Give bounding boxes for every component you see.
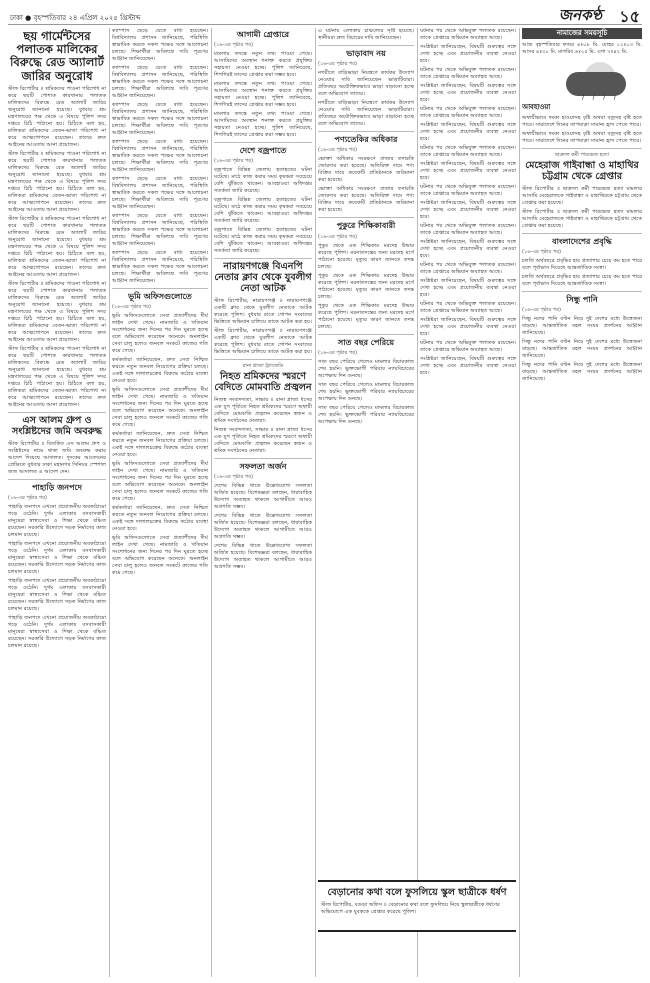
- article-body: বজ্রপাতে বিভিন্ন জেলায় হতাহতের ঘটনা ঘটেছে। মাঠে কাজ করার সময় কৃষকরা সবচেয়ে বেশি ঝুঁকিতে থাকেন। আবহাওয়া অধিদপ্তর সতর্কতা জারি করেছে।: [214, 227, 312, 255]
- article-body: কর্মকর্তারা জানিয়েছেন, দ্রুত সেবা নিশ্চিত করতে নতুন জনবল নিয়োগের প্রক্রিয়া চলছে। একই সঙ্গে দালালচক্রের বিরুদ্ধে কঠোর ব্যবস্থা নেওয়া হবে।: [112, 357, 208, 385]
- article-body: স্টাফ রিপোর্টার ॥ শ্রমিকদের পাওনা পরিশোধ না করে ছয়টি পোশাক কারখানার পলাতক মালিকদের বিরুদ্ধে রেড অ্যালার্ট জারির অনুরোধ জানানো হয়েছে। বুধবার শ্রম মন্ত্রণালয়ের পক্ষ থেকে এ বিষয়ে পুলিশ সদর দপ্তরে চিঠি পাঠানো হয়। চিঠিতে বলা হয়, মালিকরা শ্রমিকদের বেতন-ভাতা পরিশোধ না করে আত্মগোপনে রয়েছেন। তাদের দ্রুত আইনের আওতায় আনা প্রয়োজন।: [8, 280, 106, 343]
- column-divider: [109, 28, 110, 977]
- article-body: সাত বছর পেরিয়ে গেলেও মামলার বিচারকাজ শেষ হয়নি। ভুক্তভোগী পরিবার ন্যায়বিচারের অপেক্ষায় দিন গুনছে।: [318, 358, 414, 379]
- kicker: রানা প্লাজা ট্র্যাজেডি: [242, 363, 284, 370]
- article-body: দেশের বিভিন্ন খাতে উল্লেখযোগ্য সফলতা অর্জিত হয়েছে। বিশেষজ্ঞরা বলছেন, ধারাবাহিক উদ্যোগ অব্যাহত থাকলে আগামীতে আরও অগ্রগতি সম্ভব।: [214, 483, 312, 511]
- issue-date: ঢাকা ● বৃহস্পতিবার ২৪ এপ্রিল ২০২৫ খ্রিস্টাব্দ: [10, 14, 141, 22]
- article-body: বজ্রপাতে বিভিন্ন জেলায় হতাহতের ঘটনা ঘটেছে। মাঠে কাজ করার সময় কৃষকরা সবচেয়ে বেশি ঝুঁকিতে থাকেন। আবহাওয়া অধিদপ্তর সতর্কতা জারি করেছে।: [214, 167, 312, 195]
- article-body: স্টাফ রিপোর্টার, বগুড়া অফিস ॥ বেড়ানোর কথা বলে ফুসলিয়ে নিয়ে স্কুলছাত্রীকে ধর্ষণের অভিযোগে এক যুবককে গ্রেপ্তার করেছে পুলিশ।: [321, 901, 500, 915]
- article-body: ক্যাম্পাস ছেড়ে যেতে বাধ্য হয়েছেন। বিশ্ববিদ্যালয় প্রশাসন জানিয়েছে, পরিস্থিতি স্বাভাবিক করতে সকল পক্ষের সঙ্গে আলোচনা চলছে। শিক্ষার্থীরা অবিলম্বে দাবি পূরণের আহ্বান জানিয়েছেন।: [112, 28, 208, 62]
- article-body: স্টাফ রিপোর্টার ॥ শ্রমিকদের পাওনা পরিশোধ না করে ছয়টি পোশাক কারখানার পলাতক মালিকদের বিরুদ্ধে রেড অ্যালার্ট জারির অনুরোধ জানানো হয়েছে। বুধবার শ্রম মন্ত্রণালয়ের পক্ষ থেকে এ বিষয়ে পুলিশ সদর দপ্তরে চিঠি পাঠানো হয়। চিঠিতে বলা হয়, মালিকরা শ্রমিকদের বেতন-ভাতা পরিশোধ না করে আত্মগোপনে রয়েছেন। তাদের দ্রুত আইনের আওতায় আনা প্রয়োজন।: [8, 85, 106, 148]
- article-body: সিন্ধু নদের পানি বণ্টন নিয়ে দুই দেশের মধ্যে উত্তেজনা বাড়ছে। আন্তর্জাতিক মহল সংযম প্রদর্শনের আহ্বান জানিয়েছে।: [522, 316, 642, 337]
- article-body: ক্যাম্পাস ছেড়ে যেতে বাধ্য হয়েছেন। বিশ্ববিদ্যালয় প্রশাসন জানিয়েছে, পরিস্থিতি স্বাভাবিক করতে সকল পক্ষের সঙ্গে আলোচনা চলছে। শিক্ষার্থীরা অবিলম্বে দাবি পূরণের আহ্বান জানিয়েছেন।: [112, 139, 208, 173]
- article-body: দেশের বিভিন্ন খাতে উল্লেখযোগ্য সফলতা অর্জিত হয়েছে। বিশেষজ্ঞরা বলছেন, ধারাবাহিক উদ্যোগ অব্যাহত থাকলে আগামীতে আরও অগ্রগতি সম্ভব।: [214, 513, 312, 541]
- column-divider: [211, 28, 212, 977]
- article-body: নিজস্ব সংবাদদাতা, সাভার ॥ রানা প্লাজা ধসের এক যুগ পূর্তিতে নিহত শ্রমিকদের স্মরণে অস্থায়ী বেদিতে মোমবাতি প্রজ্বলন করেছেন স্বজন ও শ্রমিক সংগঠনের নেতারা।: [214, 426, 312, 454]
- article-body: ভূমি অফিসগুলোতে সেবা প্রত্যাশীদের দীর্ঘ লাইন দেখা গেছে। নামজারি ও খতিয়ান সংশোধনের জন্য দিনের পর দিন ঘুরতে হচ্ছে বলে অভিযোগ করেছেন অনেকে। অনলাইন সেবা চালু হলেও জনবল সংকটে কাজের গতি কমে গেছে।: [112, 387, 208, 429]
- continuation-note: (১৬-এর পৃষ্ঠার পর): [112, 304, 151, 311]
- article-body: দেশের বিভিন্ন খাতে উল্লেখযোগ্য সফলতা অর্জিত হয়েছে। বিশেষজ্ঞরা বলছেন, ধারাবাহিক উদ্যোগ অব্যাহত থাকলে আগামীতে আরও অগ্রগতি সম্ভব।: [214, 543, 312, 571]
- continuation-note: (১৬-এর পৃষ্ঠার পর): [214, 42, 253, 49]
- article-body: পুকুর থেকে এক শিক্ষিকার মরদেহ উদ্ধার করেছে পুলিশ। ময়নাতদন্তের জন্য মরদেহ মর্গে পাঠানো হয়েছে। মৃত্যুর কারণ জানতে তদন্ত চলছে।: [318, 242, 414, 270]
- continuation-note: (১৬-এর পৃষ্ঠার পর): [214, 474, 253, 481]
- column-divider: [417, 28, 418, 977]
- article-body: সংশ্লিষ্টরা জানিয়েছেন, বিষয়টি গুরুত্বের সঙ্গে দেখা হচ্ছে এবং প্রয়োজনীয় ব্যবস্থা নেওয়া হবে।: [420, 239, 516, 259]
- article-body: কর্মকর্তারা জানিয়েছেন, দ্রুত সেবা নিশ্চিত করতে নতুন জনবল নিয়োগের প্রক্রিয়া চলছে। একই সঙ্গে দালালচক্রের বিরুদ্ধে কঠোর ব্যবস্থা নেওয়া হবে।: [112, 505, 208, 533]
- column-6: [522, 28, 642, 977]
- article-body: নিজস্ব সংবাদদাতা, সাভার ॥ রানা প্লাজা ধসের এক যুগ পূর্তিতে নিহত শ্রমিকদের স্মরণে অস্থায়ী বেদিতে মোমবাতি প্রজ্বলন করেছেন স্বজন ও শ্রমিক সংগঠনের নেতারা।: [214, 396, 312, 424]
- article-body: পাহাড়ি জনপদে এখনো প্রয়োজনীয় অবকাঠামো গড়ে ওঠেনি। দুর্গম এলাকায় বসবাসকারী মানুষেরা স্বাস্থ্যসেবা ও শিক্ষা থেকে বঞ্চিত রয়েছেন। সরকারি উদ্যোগে সড়ক নির্মাণের কাজ চলমান রয়েছে।: [8, 540, 106, 575]
- article-body: সংশ্লিষ্টরা জানিয়েছেন, বিষয়টি গুরুত্বের সঙ্গে দেখা হচ্ছে এবং প্রয়োজনীয় ব্যবস্থা নেওয়া হবে।: [420, 122, 516, 142]
- prayer-times: আজ বৃহস্পতিবার ফজর ৪ঃ০৮ মি. যোহর ১২ঃ০৩ মি. আসর ৪ঃ৩০ মি. মাগরিব ৬ঃ২৫ মি. এশা ৭ঃ৪২ মি.: [522, 42, 642, 55]
- article-body: সাত বছর পেরিয়ে গেলেও মামলার বিচারকাজ শেষ হয়নি। ভুক্তভোগী পরিবার ন্যায়বিচারের অপেক্ষায় দিন গুনছে।: [318, 381, 414, 402]
- headline: সিন্ধু পানি: [566, 294, 598, 304]
- headline: পুকুরে শিক্ষিকাবারী: [336, 221, 396, 231]
- article-body: স্টাফ রিপোর্টার ॥ ছাত্রদল কর্মী পারভেজ হত্যা মামলার আসামি মেহেরাজকে গাইবান্ধা ও মাহাথিরকে চট্টগ্রাম থেকে গ্রেপ্তার করা হয়েছে।: [522, 185, 642, 206]
- continuation-note: (১৬-এর পৃষ্ঠার পর): [522, 307, 561, 314]
- article-body: চলতি অর্থবছরে প্রবৃদ্ধির হার প্রত্যাশার চেয়ে কম হতে পারে বলে পূর্বাভাস দিয়েছে আন্তর্জাতিক সংস্থা।: [522, 273, 642, 287]
- headline: বাংলাদেশের প্রবৃদ্ধি: [552, 236, 612, 246]
- article-body: সংশ্লিষ্টরা জানিয়েছেন, বিষয়টি গুরুত্বের সঙ্গে দেখা হচ্ছে এবং প্রয়োজনীয় ব্যবস্থা নেওয়া হবে।: [420, 278, 516, 298]
- article-body: মামলার তদন্তে নতুন তথ্য পাওয়া গেছে। আসামিদের অবস্থান শনাক্ত করতে প্রযুক্তির সহায়তা নেওয়া হচ্ছে। পুলিশ জানিয়েছে, শিগগিরই তাদের গ্রেপ্তার করা সম্ভব হবে।: [214, 81, 312, 109]
- article-body: সংশ্লিষ্টরা জানিয়েছেন, বিষয়টি গুরুত্বের সঙ্গে দেখা হচ্ছে এবং প্রয়োজনীয় ব্যবস্থা নেওয়া হবে।: [420, 83, 516, 103]
- article-body: সংশ্লিষ্টরা জানিয়েছেন, বিষয়টি গুরুত্বের সঙ্গে দেখা হচ্ছে এবং প্রয়োজনীয় ব্যবস্থা নেওয়া হবে।: [420, 200, 516, 220]
- article-body: ঘটনার পর থেকে অভিযুক্ত পলাতক রয়েছেন। তাকে গ্রেপ্তারে অভিযান অব্যাহত আছে।: [420, 106, 516, 119]
- page-number: ১৫: [619, 7, 640, 26]
- headline: মেহেরাজ গাইবান্ধা ও মাহাথির চট্টগ্রাম থেকে গ্রেপ্তার: [525, 159, 639, 182]
- article-body: সংশ্লিষ্টরা জানিয়েছেন, বিষয়টি গুরুত্বের সঙ্গে দেখা হচ্ছে এবং প্রয়োজনীয় ব্যবস্থা নেওয়া হবে।: [420, 317, 516, 337]
- article-body: ঘটনার পর থেকে অভিযুক্ত পলাতক রয়েছেন। তাকে গ্রেপ্তারে অভিযান অব্যাহত আছে।: [420, 145, 516, 158]
- article-body: স্টাফ রিপোর্টার ॥ শ্রমিকদের পাওনা পরিশোধ না করে ছয়টি পোশাক কারখানার পলাতক মালিকদের বিরুদ্ধে রেড অ্যালার্ট জারির অনুরোধ জানানো হয়েছে। বুধবার শ্রম মন্ত্রণালয়ের পক্ষ থেকে এ বিষয়ে পুলিশ সদর দপ্তরে চিঠি পাঠানো হয়। চিঠিতে বলা হয়, মালিকরা শ্রমিকদের বেতন-ভাতা পরিশোধ না করে আত্মগোপনে রয়েছেন। তাদের দ্রুত আইনের আওতায় আনা প্রয়োজন।: [8, 345, 106, 408]
- article-body: সংশ্লিষ্টরা জানিয়েছেন, বিষয়টি গুরুত্বের সঙ্গে দেখা হচ্ছে এবং প্রয়োজনীয় ব্যবস্থা নেওয়া হবে।: [420, 44, 516, 64]
- article-body: মামলার তদন্তে নতুন তথ্য পাওয়া গেছে। আসামিদের অবস্থান শনাক্ত করতে প্রযুক্তির সহায়তা নেওয়া হচ্ছে। পুলিশ জানিয়েছে, শিগগিরই তাদের গ্রেপ্তার করা সম্ভব হবে।: [214, 51, 312, 79]
- article-body: ক্যাম্পাস ছেড়ে যেতে বাধ্য হয়েছেন। বিশ্ববিদ্যালয় প্রশাসন জানিয়েছে, পরিস্থিতি স্বাভাবিক করতে সকল পক্ষের সঙ্গে আলোচনা চলছে। শিক্ষার্থীরা অবিলম্বে দাবি পূরণের আহ্বান জানিয়েছেন।: [112, 65, 208, 99]
- headline: এস আলম গ্রুপ ও সংশ্লিষ্টদের জমি অবরুদ্ধ: [12, 414, 102, 437]
- article-body: স্টাফ রিপোর্টার ॥ ছাত্রদল কর্মী পারভেজ হত্যা মামলার আসামি মেহেরাজকে গাইবান্ধা ও মাহাথিরকে চট্টগ্রাম থেকে গ্রেপ্তার করা হয়েছে।: [522, 208, 642, 229]
- article-body: ঘটনার পর থেকে অভিযুক্ত পলাতক রয়েছেন। তাকে গ্রেপ্তারে অভিযান অব্যাহত আছে।: [420, 262, 516, 275]
- article-body: ঘটনার পর থেকে অভিযুক্ত পলাতক রয়েছেন। তাকে গ্রেপ্তারে অভিযান অব্যাহত আছে।: [420, 223, 516, 236]
- column-5: [420, 28, 516, 863]
- article-body: ভোক্তা অধিকার সংরক্ষণে বাজার তদারকি জোরদার করা হয়েছে। অতিরিক্ত দামে পণ্য বিক্রির দায়ে কয়েকটি প্রতিষ্ঠানকে জরিমানা করা হয়েছে।: [318, 156, 414, 184]
- kicker: ছাত্রদল কর্মী পারভেজ হত্যা: [554, 151, 610, 158]
- article-body: ভূমি অফিসগুলোতে সেবা প্রত্যাশীদের দীর্ঘ লাইন দেখা গেছে। নামজারি ও খতিয়ান সংশোধনের জন্য দিনের পর দিন ঘুরতে হচ্ছে বলে অভিযোগ করেছেন অনেকে। অনলাইন সেবা চালু হলেও জনবল সংকটে কাজের গতি কমে গেছে।: [112, 313, 208, 355]
- article-body: নগরীতে বাড়িভাড়া নিয়ন্ত্রণে কার্যকর উদ্যোগ নেওয়ার দাবি জানিয়েছেন ভাড়াটিয়ারা। প্রতিবছর অযৌক্তিকভাবে ভাড়া বাড়ানো হচ্ছে বলে অভিযোগ তাদের।: [318, 100, 414, 128]
- article-body: পুকুর থেকে এক শিক্ষিকার মরদেহ উদ্ধার করেছে পুলিশ। ময়নাতদন্তের জন্য মরদেহ মর্গে পাঠানো হয়েছে। মৃত্যুর কারণ জানতে তদন্ত চলছে।: [318, 302, 414, 330]
- article-body: ঘটনার পর থেকে অভিযুক্ত পলাতক রয়েছেন। তাকে গ্রেপ্তারে অভিযান অব্যাহত আছে।: [420, 67, 516, 80]
- headline: ভাড়াবাদ নয়: [346, 49, 386, 58]
- article-body: চলতি অর্থবছরে প্রবৃদ্ধির হার প্রত্যাশার চেয়ে কম হতে পারে বলে পূর্বাভাস দিয়েছে আন্তর্জাতিক সংস্থা।: [522, 257, 642, 271]
- article-body: সংশ্লিষ্টরা জানিয়েছেন, বিষয়টি গুরুত্বের সঙ্গে দেখা হচ্ছে এবং প্রয়োজনীয় ব্যবস্থা নেওয়া হবে।: [420, 356, 516, 376]
- article-body: ঘটনার পর থেকে অভিযুক্ত পলাতক রয়েছেন। তাকে গ্রেপ্তারে অভিযান অব্যাহত আছে।: [420, 301, 516, 314]
- article-body: ঘটনার পর থেকে অভিযুক্ত পলাতক রয়েছেন। তাকে গ্রেপ্তারে অভিযান অব্যাহত আছে।: [420, 28, 516, 41]
- headline: ছয় গার্মেন্টসের পলাতক মালিকের বিরুদ্ধে রেড অ্যালার্ট জারির অনুরোধ: [10, 29, 104, 83]
- article-body: পুকুর থেকে এক শিক্ষিকার মরদেহ উদ্ধার করেছে পুলিশ। ময়নাতদন্তের জন্য মরদেহ মর্গে পাঠানো হয়েছে। মৃত্যুর কারণ জানতে তদন্ত চলছে।: [318, 272, 414, 300]
- continuation-note: (১৬-এর পৃষ্ঠার পর): [522, 248, 561, 255]
- article-body: স্টাফ রিপোর্টার ॥ শ্রমিকদের পাওনা পরিশোধ না করে ছয়টি পোশাক কারখানার পলাতক মালিকদের বিরুদ্ধে রেড অ্যালার্ট জারির অনুরোধ জানানো হয়েছে। বুধবার শ্রম মন্ত্রণালয়ের পক্ষ থেকে এ বিষয়ে পুলিশ সদর দপ্তরে চিঠি পাঠানো হয়। চিঠিতে বলা হয়, মালিকরা শ্রমিকদের বেতন-ভাতা পরিশোধ না করে আত্মগোপনে রয়েছেন। তাদের দ্রুত আইনের আওতায় আনা প্রয়োজন।: [8, 215, 106, 278]
- column-divider: [315, 28, 316, 977]
- continuation-note: (১৬-এর পৃষ্ঠার পর): [318, 349, 357, 356]
- continuation-note: (১৬-এর পৃষ্ঠার পর): [318, 147, 357, 154]
- article-body: সিন্ধু নদের পানি বণ্টন নিয়ে দুই দেশের মধ্যে উত্তেজনা বাড়ছে। আন্তর্জাতিক মহল সংযম প্রদর্শনের আহ্বান জানিয়েছে।: [522, 362, 642, 383]
- headline: সাত বছর পেরিয়ে: [337, 337, 395, 347]
- continuation-note: (১৬-এর পৃষ্ঠার পর): [214, 158, 253, 165]
- article-body: পাহাড়ি জনপদে এখনো প্রয়োজনীয় অবকাঠামো গড়ে ওঠেনি। দুর্গম এলাকায় বসবাসকারী মানুষেরা স্বাস্থ্যসেবা ও শিক্ষা থেকে বঞ্চিত রয়েছেন। সরকারি উদ্যোগে সড়ক নির্মাণের কাজ চলমান রয়েছে।: [8, 614, 106, 649]
- headline: পণ্যতেকির অধিকার: [334, 135, 398, 145]
- article-body: ভোক্তা অধিকার সংরক্ষণে বাজার তদারকি জোরদার করা হয়েছে। অতিরিক্ত দামে পণ্য বিক্রির দায়ে কয়েকটি প্রতিষ্ঠানকে জরিমানা করা হয়েছে।: [318, 186, 414, 214]
- weather-body: অস্থায়ীভাবে দমকা হাওয়াসহ বৃষ্টি অথবা বজ্রসহ বৃষ্টি হতে পারে। সারাদেশে দিনের তাপমাত্রা সামান্য হ্রাস পেতে পারে।: [522, 130, 642, 144]
- article-body: বজ্রপাতে বিভিন্ন জেলায় হতাহতের ঘটনা ঘটেছে। মাঠে কাজ করার সময় কৃষকরা সবচেয়ে বেশি ঝুঁকিতে থাকেন। আবহাওয়া অধিদপ্তর সতর্কতা জারি করেছে।: [214, 197, 312, 225]
- prayer-times-heading: নামাজের সময়সূচি: [522, 28, 642, 39]
- article-body: ক্যাম্পাস ছেড়ে যেতে বাধ্য হয়েছেন। বিশ্ববিদ্যালয় প্রশাসন জানিয়েছে, পরিস্থিতি স্বাভাবিক করতে সকল পক্ষের সঙ্গে আলোচনা চলছে। শিক্ষার্থীরা অবিলম্বে দাবি পূরণের আহ্বান জানিয়েছেন।: [112, 102, 208, 136]
- article-body: কর্মকর্তারা জানিয়েছেন, দ্রুত সেবা নিশ্চিত করতে নতুন জনবল নিয়োগের প্রক্রিয়া চলছে। একই সঙ্গে দালালচক্রের বিরুদ্ধে কঠোর ব্যবস্থা নেওয়া হবে।: [112, 431, 208, 459]
- article-body: সংশ্লিষ্টরা জানিয়েছেন, বিষয়টি গুরুত্বের সঙ্গে দেখা হচ্ছে এবং প্রয়োজনীয় ব্যবস্থা নেওয়া হবে।: [420, 161, 516, 181]
- weather-icon: / / / /: [522, 58, 642, 102]
- headline: দেশে বজ্রপাতে: [239, 146, 287, 156]
- article-body: সাত বছর পেরিয়ে গেলেও মামলার বিচারকাজ শেষ হয়নি। ভুক্তভোগী পরিবার ন্যায়বিচারের অপেক্ষায় দিন গুনছে।: [318, 404, 414, 425]
- continuation-note: (১৬-এর পৃষ্ঠার পর): [318, 61, 357, 68]
- boxed-headline: [318, 880, 516, 932]
- article-body: ভূমি অফিসগুলোতে সেবা প্রত্যাশীদের দীর্ঘ লাইন দেখা গেছে। নামজারি ও খতিয়ান সংশোধনের জন্য দিনের পর দিন ঘুরতে হচ্ছে বলে অভিযোগ করেছেন অনেকে। অনলাইন সেবা চালু হলেও জনবল সংকটে কাজের গতি কমে গেছে।: [112, 535, 208, 577]
- article-body: সিন্ধু নদের পানি বণ্টন নিয়ে দুই দেশের মধ্যে উত্তেজনা বাড়ছে। আন্তর্জাতিক মহল সংযম প্রদর্শনের আহ্বান জানিয়েছে।: [522, 339, 642, 360]
- article-body: স্টাফ রিপোর্টার, নারায়ণগঞ্জ ॥ নারায়ণগঞ্জে একটি ক্লাব থেকে যুবলীগ নেতাকে আটক করেছে পুলিশ। বুধবার রাতে গোপন সংবাদের ভিত্তিতে অভিযান চালিয়ে তাকে আটক করা হয়।: [214, 298, 312, 326]
- headline: পাহাড়ি জনপদে: [32, 482, 82, 492]
- article-body: স্টাফ রিপোর্টার, নারায়ণগঞ্জ ॥ নারায়ণগঞ্জে একটি ক্লাব থেকে যুবলীগ নেতাকে আটক করেছে পুলিশ। বুধবার রাতে গোপন সংবাদের ভিত্তিতে অভিযান চালিয়ে তাকে আটক করা হয়।: [214, 328, 312, 356]
- article-body: মামলার তদন্তে নতুন তথ্য পাওয়া গেছে। আসামিদের অবস্থান শনাক্ত করতে প্রযুক্তির সহায়তা নেওয়া হচ্ছে। পুলিশ জানিয়েছে, শিগগিরই তাদের গ্রেপ্তার করা সম্ভব হবে।: [214, 111, 312, 139]
- column-divider: [519, 28, 520, 977]
- column-1: [8, 28, 106, 977]
- continuation-note: (১৬-এর পৃষ্ঠার পর): [318, 233, 357, 240]
- column-3: [214, 28, 312, 977]
- page-header: [8, 2, 642, 25]
- article-body: স্টাফ রিপোর্টার ॥ বিতর্কিত এস আলম গ্রুপ ও সংশ্লিষ্টদের নামে থাকা জমি অবরুদ্ধ করার আদেশ দিয়েছে আদালত। দুদকের আবেদনের প্রেক্ষিতে বুধবার ঢাকা মহানগর সিনিয়র স্পেশাল জজ আদালত এ আদেশ দেন।: [8, 440, 106, 475]
- article-body: এ ঘটনায় এলাকায় চাঞ্চল্যের সৃষ্টি হয়েছে। স্থানীয়রা দ্রুত বিচারের দাবি জানিয়েছেন।: [318, 28, 414, 41]
- article-body: পাহাড়ি জনপদে এখনো প্রয়োজনীয় অবকাঠামো গড়ে ওঠেনি। দুর্গম এলাকায় বসবাসকারী মানুষেরা স্বাস্থ্যসেবা ও শিক্ষা থেকে বঞ্চিত রয়েছেন। সরকারি উদ্যোগে সড়ক নির্মাণের কাজ চলমান রয়েছে।: [8, 503, 106, 538]
- article-body: ক্যাম্পাস ছেড়ে যেতে বাধ্য হয়েছেন। বিশ্ববিদ্যালয় প্রশাসন জানিয়েছে, পরিস্থিতি স্বাভাবিক করতে সকল পক্ষের সঙ্গে আলোচনা চলছে। শিক্ষার্থীরা অবিলম্বে দাবি পূরণের আহ্বান জানিয়েছেন।: [112, 176, 208, 210]
- article-body: স্টাফ রিপোর্টার ॥ শ্রমিকদের পাওনা পরিশোধ না করে ছয়টি পোশাক কারখানার পলাতক মালিকদের বিরুদ্ধে রেড অ্যালার্ট জারির অনুরোধ জানানো হয়েছে। বুধবার শ্রম মন্ত্রণালয়ের পক্ষ থেকে এ বিষয়ে পুলিশ সদর দপ্তরে চিঠি পাঠানো হয়। চিঠিতে বলা হয়, মালিকরা শ্রমিকদের বেতন-ভাতা পরিশোধ না করে আত্মগোপনে রয়েছেন। তাদের দ্রুত আইনের আওতায় আনা প্রয়োজন।: [8, 150, 106, 213]
- newspaper-name: জনকণ্ঠ: [558, 6, 602, 24]
- headline: নারায়ণগঞ্জে বিএনপি নেতার ক্লাব থেকে যুবলীগ নেতা আটক: [214, 261, 312, 295]
- column-2: [112, 28, 208, 977]
- headline: সফলতা অর্জন: [239, 461, 287, 471]
- headline: আগামী গ্রেপ্তারে: [236, 30, 290, 39]
- column-4: [318, 28, 414, 863]
- weather-body: অস্থায়ীভাবে দমকা হাওয়াসহ বৃষ্টি অথবা বজ্রসহ বৃষ্টি হতে পারে। সারাদেশে দিনের তাপমাত্রা সামান্য হ্রাস পেতে পারে।: [522, 114, 642, 128]
- article-body: ভূমি অফিসগুলোতে সেবা প্রত্যাশীদের দীর্ঘ লাইন দেখা গেছে। নামজারি ও খতিয়ান সংশোধনের জন্য দিনের পর দিন ঘুরতে হচ্ছে বলে অভিযোগ করেছেন অনেকে। অনলাইন সেবা চালু হলেও জনবল সংকটে কাজের গতি কমে গেছে।: [112, 461, 208, 503]
- headline: বেড়ানোর কথা বলে ফুসলিয়ে স্কুল ছাত্রীকে ধর্ষণ: [327, 887, 507, 898]
- headline: ভূমি অফিসগুলোতে: [128, 292, 192, 301]
- headline: নিহত শ্রমিকদের স্মরণে বেদিতে মোমবাতি প্রজ্বলন: [214, 371, 312, 394]
- continuation-note: (১৬-এর পৃষ্ঠার পর): [8, 494, 47, 501]
- article-body: ঘটনার পর থেকে অভিযুক্ত পলাতক রয়েছেন। তাকে গ্রেপ্তারে অভিযান অব্যাহত আছে।: [420, 184, 516, 197]
- article-body: পাহাড়ি জনপদে এখনো প্রয়োজনীয় অবকাঠামো গড়ে ওঠেনি। দুর্গম এলাকায় বসবাসকারী মানুষেরা স্বাস্থ্যসেবা ও শিক্ষা থেকে বঞ্চিত রয়েছেন। সরকারি উদ্যোগে সড়ক নির্মাণের কাজ চলমান রয়েছে।: [8, 577, 106, 612]
- weather-label: আবহাওয়া: [522, 103, 551, 111]
- article-body: ক্যাম্পাস ছেড়ে যেতে বাধ্য হয়েছেন। বিশ্ববিদ্যালয় প্রশাসন জানিয়েছে, পরিস্থিতি স্বাভাবিক করতে সকল পক্ষের সঙ্গে আলোচনা চলছে। শিক্ষার্থীরা অবিলম্বে দাবি পূরণের আহ্বান জানিয়েছেন।: [112, 250, 208, 284]
- article-body: ক্যাম্পাস ছেড়ে যেতে বাধ্য হয়েছেন। বিশ্ববিদ্যালয় প্রশাসন জানিয়েছে, পরিস্থিতি স্বাভাবিক করতে সকল পক্ষের সঙ্গে আলোচনা চলছে। শিক্ষার্থীরা অবিলম্বে দাবি পূরণের আহ্বান জানিয়েছেন।: [112, 213, 208, 247]
- article-body: ঘটনার পর থেকে অভিযুক্ত পলাতক রয়েছেন। তাকে গ্রেপ্তারে অভিযান অব্যাহত আছে।: [420, 340, 516, 353]
- article-body: নগরীতে বাড়িভাড়া নিয়ন্ত্রণে কার্যকর উদ্যোগ নেওয়ার দাবি জানিয়েছেন ভাড়াটিয়ারা। প্রতিবছর অযৌক্তিকভাবে ভাড়া বাড়ানো হচ্ছে বলে অভিযোগ তাদের।: [318, 70, 414, 98]
